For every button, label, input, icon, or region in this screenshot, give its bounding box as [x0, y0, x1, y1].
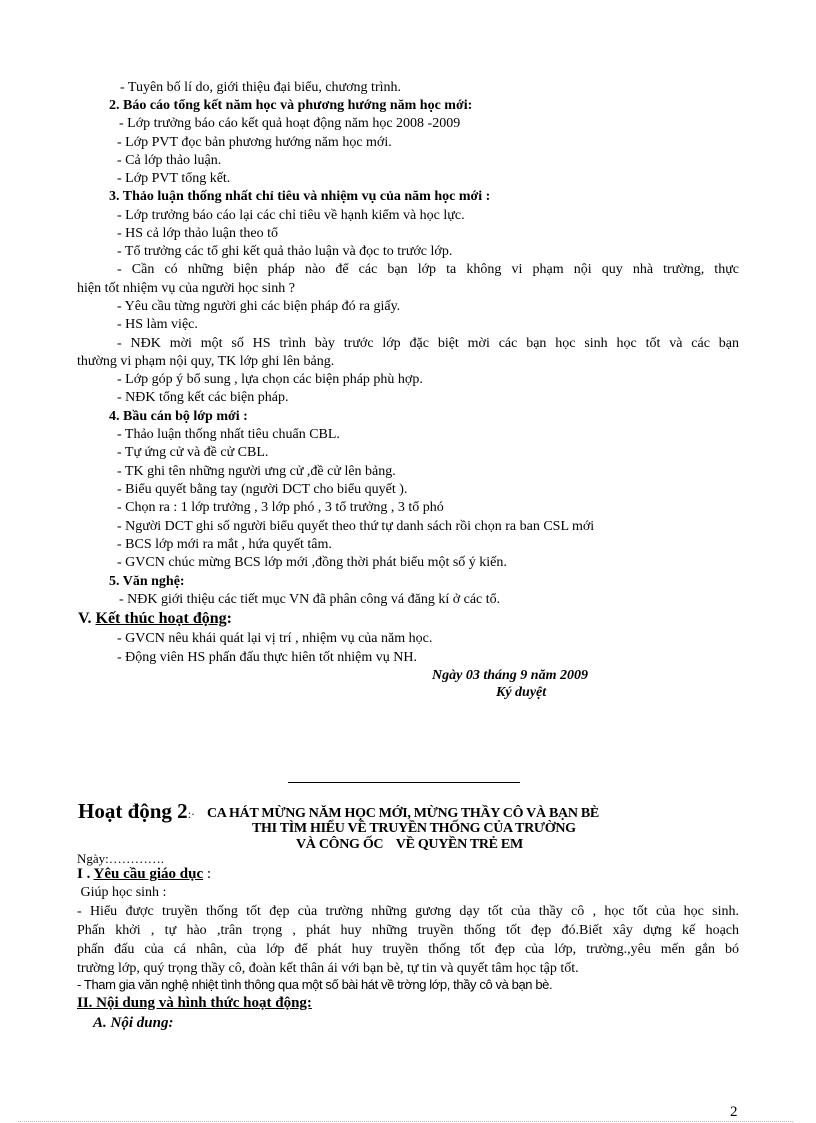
text-line: - TK ghi tên những người ưng cử ,đề cử lên bảng. — [117, 464, 396, 479]
text-line: - Lớp PVT tổng kết. — [117, 171, 231, 186]
text-line: - HS làm việc. — [117, 317, 198, 332]
sub-a-heading: A. Nội dung: — [93, 1015, 174, 1031]
text-line: - NĐK tổng kết các biện pháp. — [117, 390, 289, 405]
activity-2-title-line: CA HÁT MỪNG NĂM HỌC MỚI, MỪNG THẦY CÔ VÀ BẠN BÈ — [207, 806, 599, 821]
text-line: - Lớp trưởng báo cáo lại các chỉ tiêu về hạnh kiểm và học lực. — [117, 208, 465, 223]
section-ii-heading: II. Nội dung và hình thức hoạt động: — [77, 995, 312, 1011]
text-line: - Tự ứng cử và đề cử CBL. — [117, 445, 269, 460]
section-v-prefix: V. — [78, 610, 96, 627]
section-i-suffix: : — [203, 866, 212, 882]
date-line: Ngày:…………. — [77, 851, 165, 866]
text-line: - Cả lớp thảo luận. — [117, 153, 222, 168]
text-line: - Biểu quyết bằng tay (người DCT cho biểu quyết ). — [117, 482, 408, 497]
paragraph-line: phấn đấu của cá nhân, của lớp để phát huy truyền thống tốt đẹp của lớp, trường.,yêu mến gắn bó — [77, 942, 739, 957]
paragraph-line: trường lớp, quý trọng thầy cô, đoàn kết thân ái với bạn bè, tự tin và quyết tâm học tập tốt. — [77, 961, 579, 976]
section-divider — [288, 782, 520, 783]
heading-4: 4. Bầu cán bộ lớp mới : — [109, 409, 248, 424]
text-line: - BCS lớp mới ra mắt , hứa quyết tâm. — [117, 537, 332, 552]
section-i-heading — [77, 865, 211, 883]
text-line: - Tuyên bố lí do, giới thiệu đại biểu, chương trình. — [120, 80, 401, 95]
text-line: - GVCN nêu khái quát lại vị trí , nhiệm vụ của năm học. — [117, 631, 433, 646]
text-line: thường vi phạm nội quy, TK lớp ghi lên bảng. — [77, 354, 335, 369]
text-line: - NĐK mời một số HS trình bày trước lớp đặc biệt mời các bạn học sinh học tốt và các bạn — [117, 336, 739, 351]
section-v-suffix: : — [226, 610, 232, 627]
text-line: - Lớp trưởng báo cáo kết quả hoạt động năm học 2008 -2009 — [119, 116, 461, 131]
text-line: - Tham gia văn nghệ nhiệt tình thông qua một số bài hát về trờng lớp, thầy cô và bạn bè. — [77, 977, 553, 992]
text-line: - Động viên HS phấn đấu thực hiên tốt nhiệm vụ NH. — [117, 650, 417, 665]
text-line: - Cần có những biện pháp nào để các bạn lớp ta không vi phạm nội quy nhà trường, thực — [117, 262, 739, 277]
activity-2-title-line: THI TÌM HIỂU VỀ TRUYỀN THỐNG CỦA TRƯỜNG — [252, 821, 576, 836]
text-line: - GVCN chúc mừng BCS lớp mới ,đồng thời phát biểu một số ý kiến. — [117, 555, 507, 570]
text-line: - HS cả lớp thảo luận theo tổ — [117, 226, 278, 241]
text-line: - Thảo luận thống nhất tiêu chuẩn CBL. — [117, 427, 340, 442]
text-line: - Lớp PVT đọc bản phương hướng năm học mới. — [117, 135, 392, 150]
page-number: 2 — [730, 1104, 738, 1120]
heading-5: 5. Văn nghệ: — [109, 574, 185, 589]
section-i-title: Yêu cầu giáo dục — [93, 866, 204, 882]
text-line: - Tổ trưởng các tổ ghi kết quả thảo luận và đọc to trước lớp. — [117, 244, 453, 259]
text-line: - Chọn ra : 1 lớp trưởng , 3 lớp phó , 3 tổ trưởng , 3 tổ phó — [117, 500, 444, 515]
signature-date: Ngày 03 tháng 9 năm 2009 — [432, 668, 588, 683]
section-v-heading — [78, 609, 232, 629]
heading-3: 3. Thảo luận thống nhất chỉ tiêu và nhiệm vụ của năm học mới : — [109, 189, 491, 204]
signature-label: Ký duyệt — [496, 685, 547, 700]
page-footer-line — [18, 1121, 793, 1122]
section-i-prefix: I . — [77, 866, 94, 882]
section-v-title: Kết thúc hoạt động — [95, 610, 227, 627]
activity-2-title-line: VÀ CÔNG ỐC VỀ QUYỀN TRẺ EM — [296, 837, 523, 852]
intro-line: Giúp học sinh : — [77, 885, 167, 900]
activity-2-sep: :· — [187, 807, 196, 821]
activity-2-label-text: Hoạt động 2 — [78, 799, 188, 823]
paragraph-line: Phấn khởi , tự hào ,trân trọng , phát huy những truyền thống tốt đẹp đó.Biết xây dựng kế hoạch — [77, 923, 739, 938]
paragraph-line: - Hiểu được truyền thống tốt đẹp của trường những gương dạy tốt của thầy cô , học tốt của học sinh. — [77, 904, 739, 919]
heading-2: 2. Báo cáo tổng kết năm học và phương hướng năm học mới: — [109, 98, 473, 113]
text-line: - Yêu cầu từng người ghi các biện pháp đó ra giấy. — [117, 299, 401, 314]
text-line: - Lớp góp ý bổ sung , lựa chọn các biện pháp phù hợp. — [117, 372, 423, 387]
text-line: hiện tốt nhiệm vụ của người học sinh ? — [77, 281, 295, 296]
text-line: - NĐK giới thiệu các tiết mục VN đã phân công vá đăng kí ở các tổ. — [119, 592, 501, 607]
activity-2-label — [78, 799, 195, 826]
text-line: - Người DCT ghi số người biểu quyết theo thứ tự danh sách rồi chọn ra ban CSL mới — [117, 519, 595, 534]
